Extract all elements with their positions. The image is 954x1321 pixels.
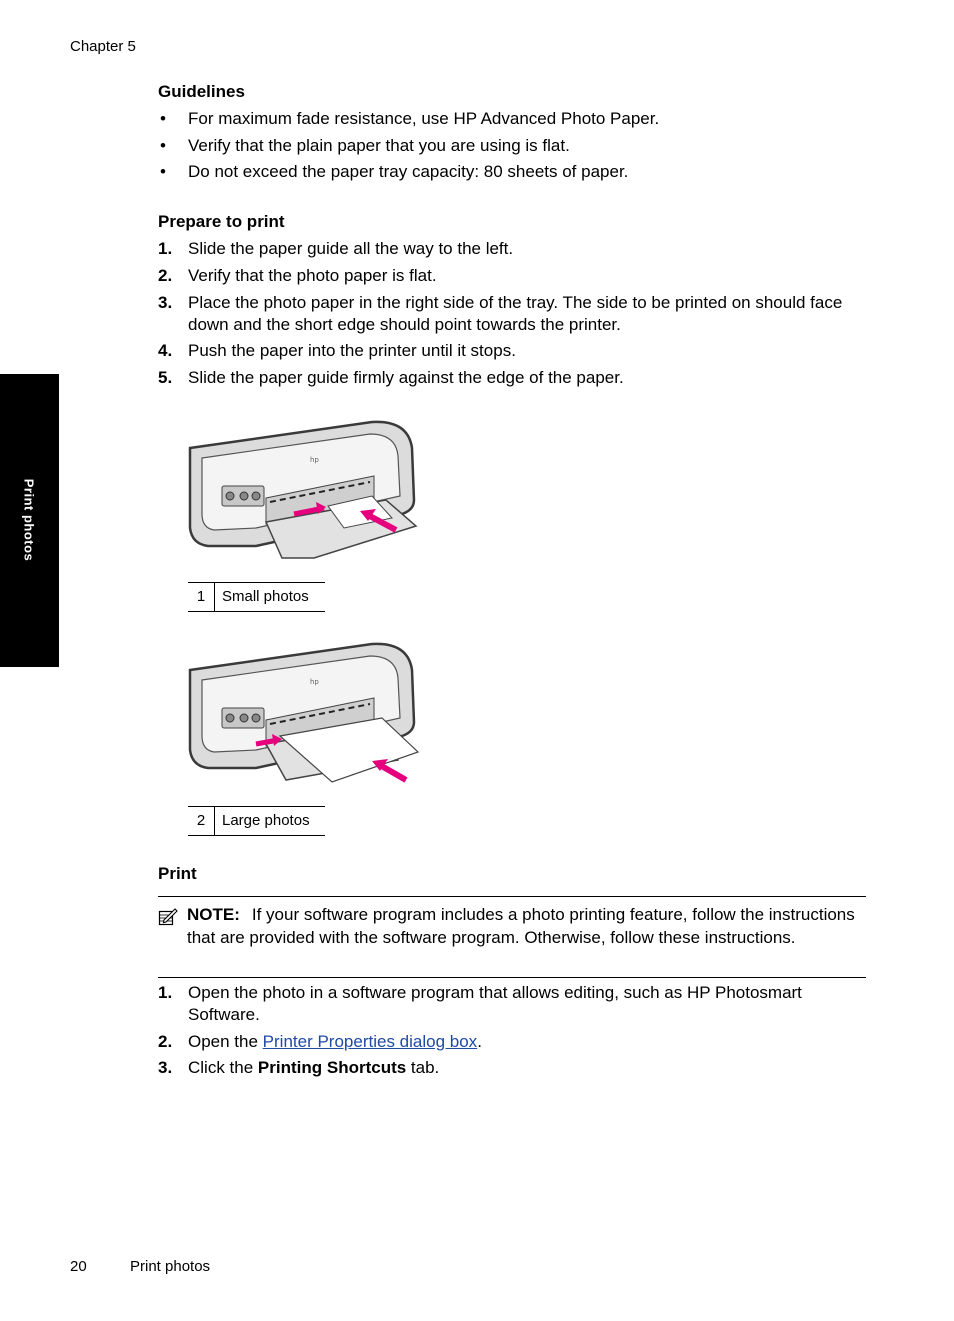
guideline-item: [158, 135, 868, 157]
printing-shortcuts-tab-name: Printing Shortcuts: [257, 1058, 407, 1077]
step-number: 1.: [158, 239, 173, 258]
prepare-step: [158, 265, 868, 287]
page-number: 20: [70, 1258, 87, 1275]
print-step: [158, 1057, 868, 1079]
bullet: •: [160, 109, 166, 128]
step-number: 1.: [158, 983, 173, 1002]
step-text: Push the paper into the printer until it stops.: [188, 341, 516, 360]
note-pencil-icon: [158, 906, 178, 926]
guideline-text: Verify that the plain paper that you are using is flat.: [188, 136, 570, 155]
step-number: 2.: [158, 266, 173, 285]
step-text: Verify that the photo paper is flat.: [188, 266, 437, 285]
svg-text:hp: hp: [310, 678, 319, 686]
prepare-step: [158, 367, 868, 389]
step-number: 3.: [158, 293, 173, 312]
side-tab: [0, 374, 59, 667]
note-box: [158, 896, 866, 978]
printer-small-photos-illustration: [186, 418, 422, 566]
step-number: 3.: [158, 1058, 173, 1077]
prepare-heading: Prepare to print: [158, 212, 285, 231]
svg-text:hp: hp: [310, 456, 319, 464]
figure-label: Large photos: [222, 812, 310, 829]
step-text-prefix: Open the: [188, 1032, 263, 1051]
figure-label: Small photos: [222, 588, 309, 605]
footer-section: Print photos: [130, 1258, 211, 1275]
step-text-suffix: .: [477, 1032, 482, 1051]
figure-legend: [188, 582, 325, 612]
print-step: [158, 1031, 868, 1053]
note-label: NOTE:: [187, 905, 240, 924]
guideline-item: [158, 108, 868, 130]
step-text: [188, 1057, 868, 1079]
figure-number: 1: [188, 583, 215, 611]
bullet: •: [160, 136, 166, 155]
guideline-item: [158, 161, 868, 183]
printer-properties-link[interactable]: Printer Properties dialog box: [262, 1032, 478, 1051]
step-text: Slide the paper guide firmly against the edge of the paper.: [188, 368, 624, 387]
step-text: Place the photo paper in the right side of the tray. The side to be printed on should face down and the short edge should point towards the printer.: [188, 293, 843, 334]
printer-large-photos-illustration: [186, 640, 422, 788]
step-number: 5.: [158, 368, 173, 387]
prepare-step: [158, 292, 868, 336]
step-text-suffix: tab.: [406, 1058, 440, 1077]
step-text: Slide the paper guide all the way to the left.: [188, 239, 514, 258]
step-number: 2.: [158, 1032, 173, 1051]
bullet: •: [160, 162, 166, 181]
step-text-prefix: Click the: [188, 1058, 258, 1077]
running-head: Chapter 5: [70, 38, 136, 55]
guidelines-heading: Guidelines: [158, 82, 245, 101]
print-heading: Print: [158, 864, 197, 883]
step-number: 4.: [158, 341, 173, 360]
prepare-step: [158, 238, 868, 260]
prepare-step: [158, 340, 868, 362]
side-tab-label: Print photos: [21, 478, 37, 562]
figure-number: 2: [188, 807, 215, 835]
guideline-text: For maximum fade resistance, use HP Advanced Photo Paper.: [188, 109, 660, 128]
print-step: [158, 982, 868, 1026]
step-text: [188, 1031, 868, 1053]
guideline-text: Do not exceed the paper tray capacity: 80 sheets of paper.: [188, 162, 629, 181]
note-text: If your software program includes a photo printing feature, follow the instructions that are provided with the software program. Otherwise, follow these instructions.: [187, 905, 855, 947]
note-body: [187, 904, 857, 949]
figure-legend: [188, 806, 325, 836]
step-text: Open the photo in a software program that allows editing, such as HP Photosmart Software.: [188, 983, 802, 1024]
